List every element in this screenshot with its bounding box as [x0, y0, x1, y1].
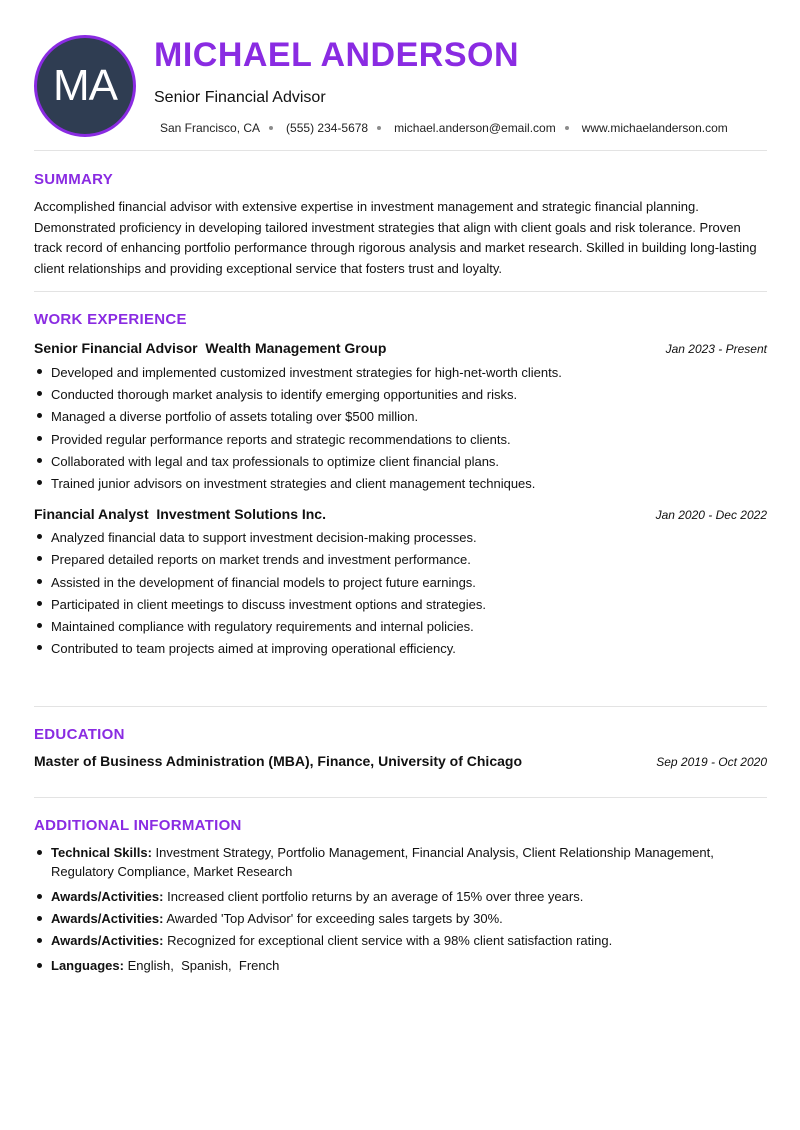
list-item: Trained junior advisors on investment strategies and client management techniques.: [34, 473, 767, 495]
list-item: Developed and implemented customized investment strategies for high-net-worth clients.: [34, 362, 767, 384]
job-role-title: Financial Analyst: [34, 506, 149, 523]
contact-website[interactable]: www.michaelanderson.com: [581, 121, 728, 135]
list-item: Provided regular performance reports and strategic recommendations to clients.: [34, 429, 767, 451]
summary-text: Accomplished financial advisor with extensive expertise in investment management and strategic financial planning. Demonstrated proficiency in developing tailored investment strategies that align with client goals and risk tolerance. Proven track record of enhancing portfolio performance through rigorous analysis and market research. Skilled in building long-lasting client relationships and providing exceptional service that fosters trust and loyalty.: [34, 199, 757, 276]
item-text: Investment Strategy, Portfolio Management, Financial Analysis, Client Relationship Management, Regulatory Compliance, Market Research: [51, 845, 714, 879]
work-experience-heading: WORK EXPERIENCE: [34, 311, 187, 328]
job-title: Senior Financial Advisor: [154, 89, 326, 106]
list-item: Prepared detailed reports on market trends and investment performance.: [34, 549, 767, 571]
job-company: Wealth Management Group: [205, 340, 387, 356]
additional-info-heading: ADDITIONAL INFORMATION: [34, 817, 242, 834]
contact-location: San Francisco, CA: [160, 121, 261, 135]
item-label: Awards/Activities:: [51, 933, 164, 948]
education-dates: Sep 2019 - Oct 2020: [656, 755, 767, 769]
item-label: Languages:: [51, 958, 124, 973]
summary-heading: SUMMARY: [34, 171, 114, 188]
separator-dot: [269, 126, 273, 130]
job-role: [34, 340, 386, 356]
job-company: Investment Solutions Inc.: [156, 506, 326, 523]
list-item: Assisted in the development of financial models to project future earnings.: [34, 572, 767, 594]
item-text: Recognized for exceptional client service with a 98% client satisfaction rating.: [167, 933, 613, 948]
education-heading: EDUCATION: [34, 726, 125, 743]
additional-info-list: [34, 843, 767, 975]
item-text: Awarded 'Top Advisor' for exceeding sales targets by 30%.: [166, 911, 503, 926]
work-experience-section: [34, 292, 767, 686]
education-entry: [34, 753, 767, 769]
separator-dot: [565, 126, 569, 130]
job-dates: Jan 2023 - Present: [665, 342, 767, 356]
item-label: Technical Skills:: [51, 845, 152, 860]
list-item: Maintained compliance with regulatory requirements and internal policies.: [34, 616, 767, 638]
resume-header: [34, 0, 767, 150]
item-label: Awards/Activities:: [51, 889, 164, 904]
job-dates: Jan 2020 - Dec 2022: [655, 508, 767, 523]
list-item: [34, 843, 767, 881]
job-header: [34, 340, 767, 356]
item-text: Increased client portfolio returns by an average of 15% over three years.: [167, 889, 584, 904]
contact-phone: (555) 234-5678: [286, 121, 369, 135]
job-header: [34, 506, 767, 522]
job-bullets: [34, 527, 767, 660]
contact-info: [160, 121, 728, 135]
education-section: [34, 707, 767, 797]
list-item: Analyzed financial data to support investment decision-making processes.: [34, 527, 767, 549]
list-item: Participated in client meetings to discuss investment options and strategies.: [34, 594, 767, 616]
job-role-title: Senior Financial Advisor: [34, 340, 198, 356]
contact-email[interactable]: michael.anderson@email.com: [394, 121, 556, 135]
list-item: [34, 956, 767, 975]
list-item: Conducted thorough market analysis to identify emerging opportunities and risks.: [34, 384, 767, 406]
job-entry: [34, 340, 767, 495]
job-bullets: [34, 362, 767, 495]
additional-info-section: [34, 798, 767, 975]
job-role: [34, 506, 326, 522]
item-text: English, Spanish, French: [127, 958, 280, 973]
list-item: [34, 887, 767, 906]
list-item: [34, 931, 767, 950]
list-item: [34, 909, 767, 928]
list-item: Collaborated with legal and tax professionals to optimize client financial plans.: [34, 451, 767, 473]
separator-dot: [377, 126, 381, 130]
candidate-name: MICHAEL ANDERSON: [154, 36, 520, 74]
item-label: Awards/Activities:: [51, 911, 164, 926]
list-item: Contributed to team projects aimed at improving operational efficiency.: [34, 638, 767, 660]
job-entry: [34, 506, 767, 660]
avatar: MA: [34, 35, 136, 137]
summary-section: [34, 151, 767, 291]
list-item: Managed a diverse portfolio of assets totaling over $500 million.: [34, 406, 767, 428]
education-degree: Master of Business Administration (MBA), Finance, University of Chicago: [34, 753, 522, 769]
